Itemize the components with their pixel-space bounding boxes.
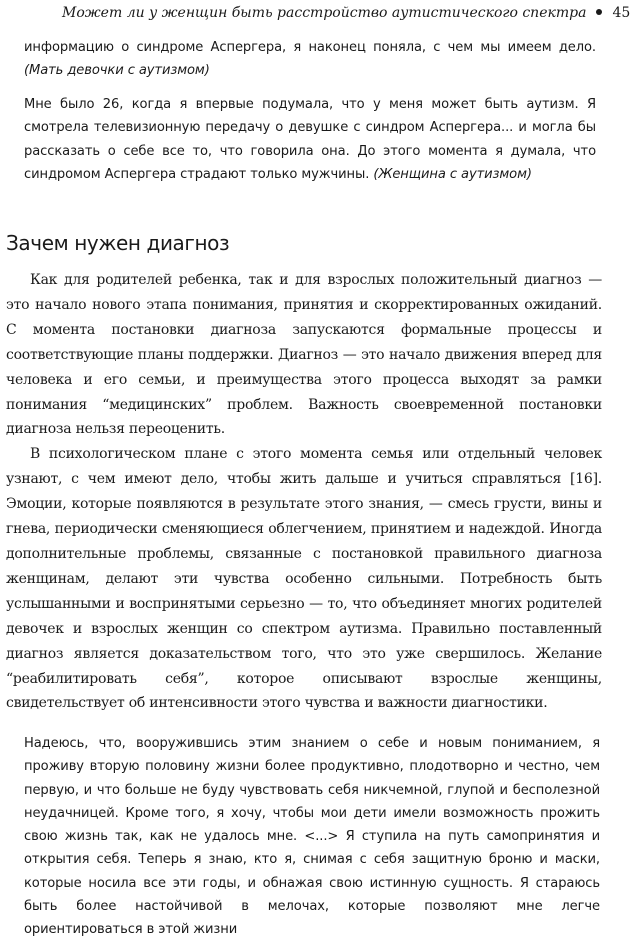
quote-block <box>24 36 596 83</box>
section-heading: Зачем нужен диагноз <box>6 231 230 255</box>
quote-text: Мне было 26, когда я впервые подумала, что у меня может быть аутизм. Я смотрела телевизионную передачу о девушке с синдром Аспергера... и могла бы рассказать о себе все то, что говорила она. До этого момента я думала, что синдромом Аспергера страдают только мужчины. <box>24 97 596 182</box>
running-header <box>62 2 630 24</box>
quote-attribution: (Мать девочки с аутизмом) <box>24 63 210 79</box>
quote-attribution: (Женщина с аутизмом) <box>373 166 532 182</box>
quote-text: информацию о синдроме Аспергера, я наконец поняла, с чем мы имеем дело. <box>24 40 596 55</box>
page-number: 45 <box>612 5 630 21</box>
body-paragraph: Как для родителей ребенка, так и для взрослых положительный диагноз — это начало нового этапа понимания, принятия и скорректированных ожиданий. С момента постановки диагноза запускаются формальные процессы и соответствующие планы поддержки. Диагноз — это начало движения вперед для человека и его семьи, и преимущества этого процесса выходят за рамки понимания “медицинских” проблем. Важность своевременной постановки диагноза нельзя переоценить. <box>6 272 602 438</box>
quote-paragraph <box>24 36 596 83</box>
quote-block <box>24 732 600 942</box>
body-paragraph: В психологическом плане с этого момента семья или отдельный человек узнают, с чем имеют дело, чтобы жить дальше и учиться справляться [16]. Эмоции, которые появляются в результате этого знания, — смесь грусти, вины и гнева, периодически сменяющиеся облегчением, принятием и надеждой. Иногда дополнительные проблемы, связанные с постановкой правильного диагноза женщинам, делают эти чувства особенно сильными. Потребность быть услышанными и воспринятыми серьезно — то, что объединяет многих родителей девочек и взрослых женщин со спектром аутизма. Правильно поставленный диагноз является доказательством того, что это уже свершилось. Желание “реабилитировать себя”, которое описывают взрослые женщины, свидетельствует об интенсивности этого чувства и важности диагностики. <box>6 446 602 712</box>
quote-block <box>24 93 596 186</box>
running-title: Может ли у женщин быть расстройство аутистического спектра <box>62 5 587 21</box>
section-body <box>6 268 602 716</box>
quote-text: Надеюсь, что, вооружившись этим знанием о себе и новым пониманием, я проживу вторую половину жизни более продуктивно, плодотворно и честно, чем первую, и что больше не буду чувствовать себя никчемной, глупой и бесполезной неудачницей. Кроме того, я хочу, чтобы мои дети имели возможность прожить свою жизнь так, как не удалось мне. <...> Я ступила на путь самопринятия и открытия себя. Теперь я знаю, кто я, снимая с себя защитную броню и маски, которые носила все эти годы, и обнажая свою истинную сущность. Я стараюсь быть более настойчивой в мелочах, которые позволяют мне легче ориентироваться в этой жизни <box>24 736 600 938</box>
quote-paragraph <box>24 93 596 186</box>
bullet-separator-icon <box>596 9 602 15</box>
